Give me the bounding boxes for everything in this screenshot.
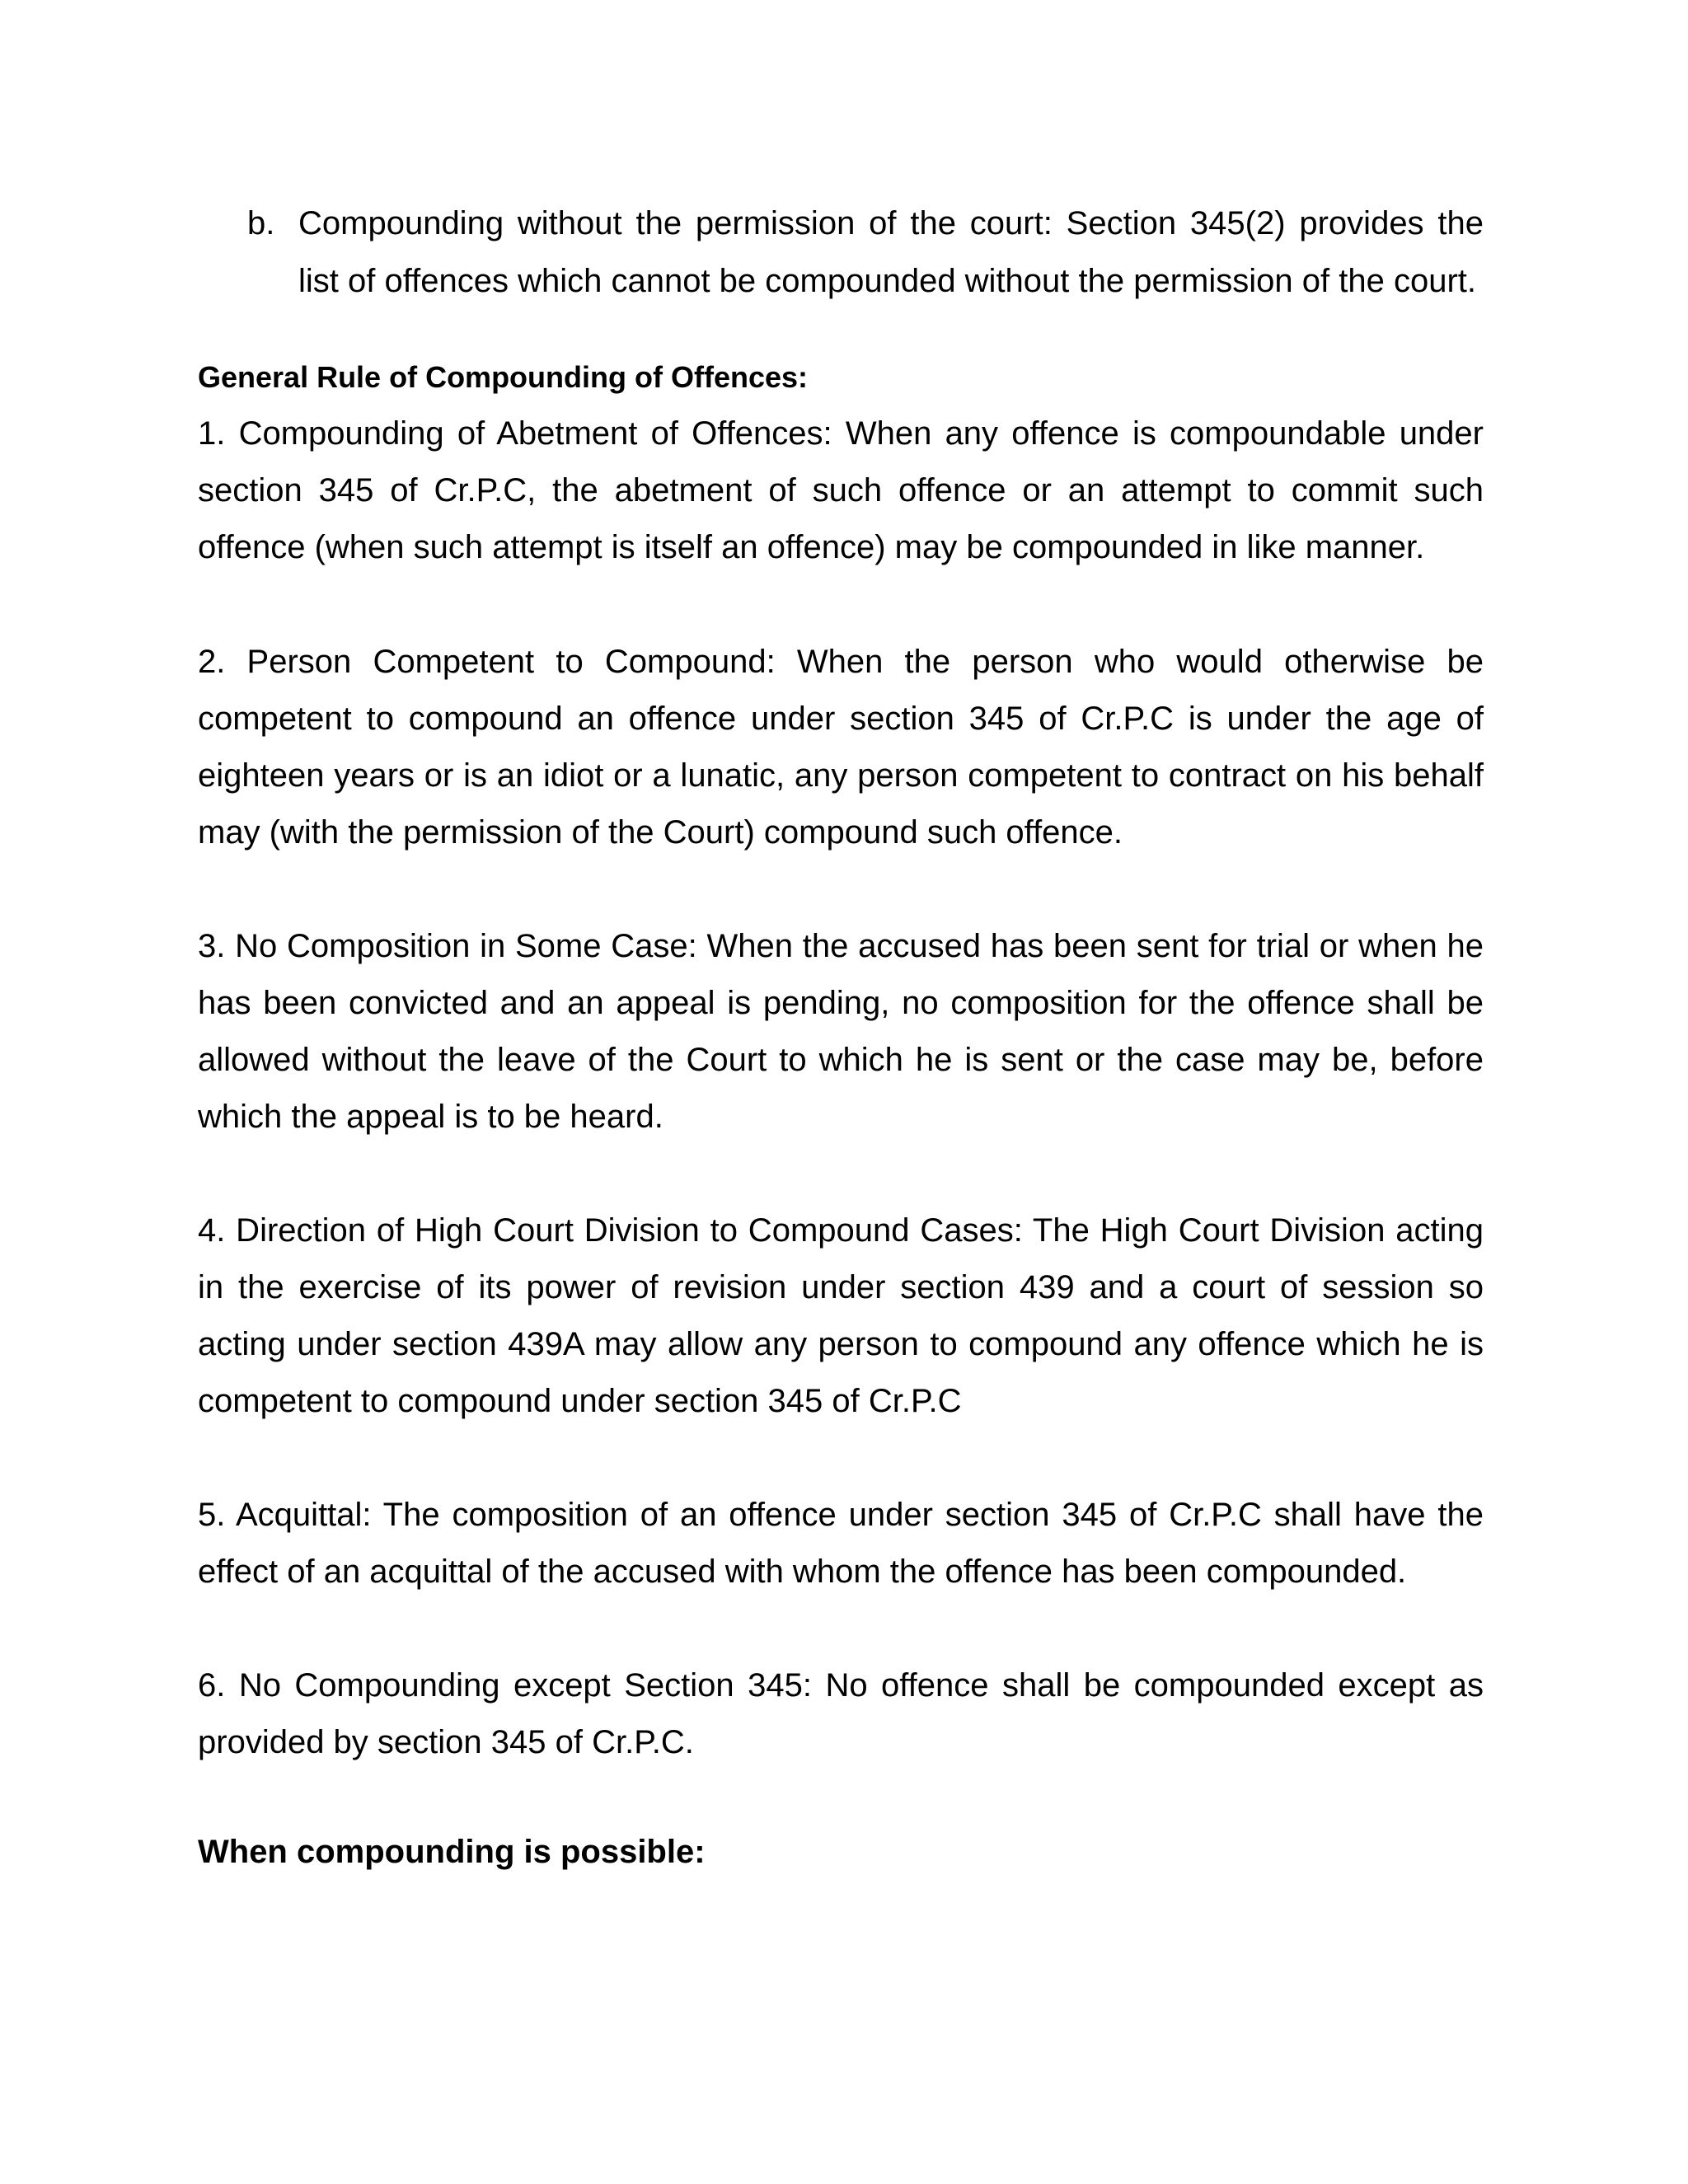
rule-paragraph-5: 5. Acquittal: The composition of an offence under section 345 of Cr.P.C shall have the effect of an acquittal of the accused with whom the offence has been compounded. [198, 1497, 1484, 1590]
general-rule-heading: General Rule of Compounding of Offences: [198, 360, 809, 394]
rule-paragraph-1: 1. Compounding of Abetment of Offences: When any offence is compoundable under section 345 of Cr.P.C, the abetment of such offence or an attempt to commit such offence (when such attempt is itself an offence) may be compounded in like manner. [198, 415, 1484, 565]
rule-paragraph-2: 2. Person Competent to Compound: When the person who would otherwise be competent to compound an offence under section 345 of Cr.P.C is under the age of eighteen years or is an idiot or a lunatic, any person competent to contract on his behalf may (with the permission of the Court) compound such offence. [198, 644, 1484, 851]
list-item-text: Compounding without the permission of the court: Section 345(2) provides the list of offences which cannot be compounded without the permission of the court. [298, 205, 1484, 299]
rule-paragraph-3: 3. No Composition in Some Case: When the accused has been sent for trial or when he has been convicted and an appeal is pending, no composition for the offence shall be allowed without the leave of the Court to which he is sent or the case may be, before which the appeal is to be heard. [198, 928, 1484, 1135]
compounding-possible-heading: When compounding is possible: [198, 1834, 706, 1870]
list-marker: b. [247, 205, 275, 241]
rule-paragraph-6: 6. No Compounding except Section 345: No offence shall be compounded except as provided by section 345 of Cr.P.C. [198, 1667, 1484, 1760]
rule-paragraph-4: 4. Direction of High Court Division to Compound Cases: The High Court Division acting in the exercise of its power of revision under section 439 and a court of session so acting under section 439A may allow any person to compound any offence which he is competent to compound under section 345 of Cr.P.C [198, 1212, 1484, 1419]
list-item-b [198, 194, 1484, 310]
